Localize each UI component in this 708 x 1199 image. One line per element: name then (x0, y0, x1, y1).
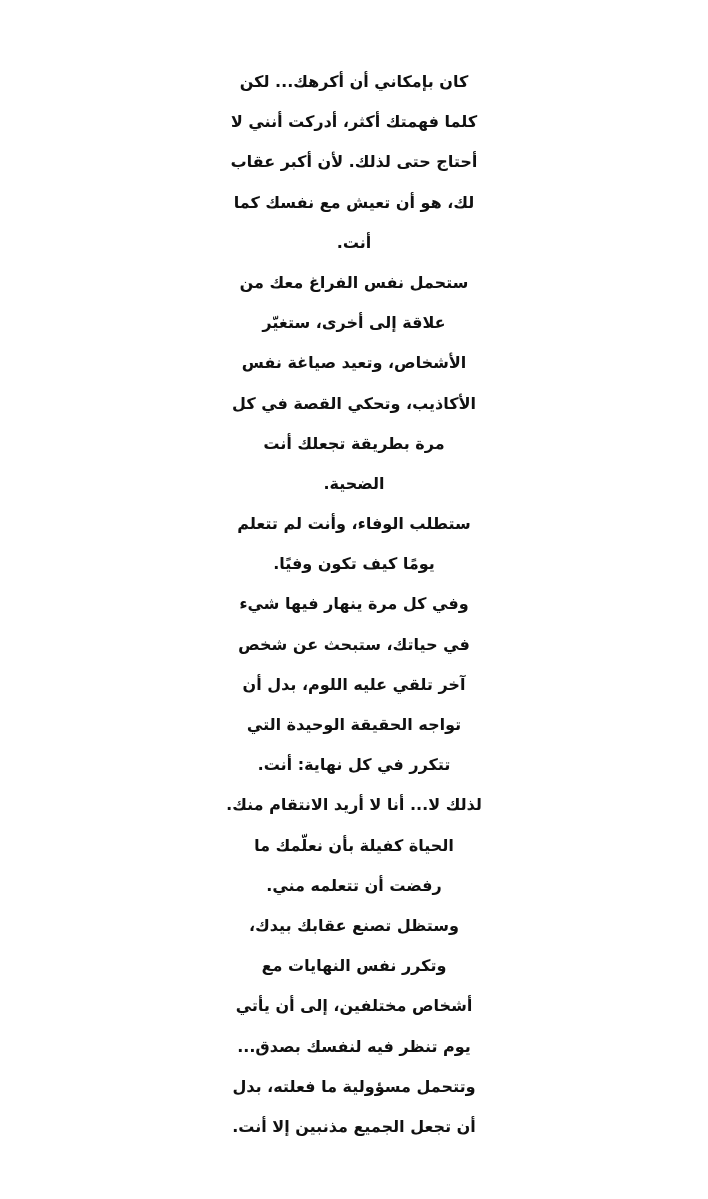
text-line: الأكاذيب، وتحكي القصة في كل (232, 393, 476, 413)
text-line: أن تجعل الجميع مذنبين إلا أنت. (232, 1116, 476, 1136)
text-line: الحياة كفيلة بأن نعلّمك ما (254, 835, 454, 855)
quote-text-block (0, 62, 708, 1147)
text-line: يوم تنظر فيه لنفسك بصدق... (237, 1036, 471, 1056)
text-line: لذلك لا... أنا لا أريد الانتقام منك. (226, 795, 482, 815)
text-line: وتتحمل مسؤولية ما فعلته، بدل (232, 1076, 476, 1096)
text-line: ستطلب الوفاء، وأنت لم تتعلم (237, 514, 471, 534)
text-line: كلما فهمتك أكثر، أدركت أنني لا (230, 112, 478, 132)
text-line: وتكرر نفس النهايات مع (261, 956, 447, 976)
text-line: علاقة إلى أخرى، ستغيّر (262, 313, 446, 333)
text-line: تواجه الحقيقة الوحيدة التي (246, 715, 462, 734)
text-line: أشخاص مختلفين، إلى أن يأتي (235, 996, 473, 1016)
text-line: الضحية. (323, 473, 385, 493)
text-line: وفي كل مرة ينهار فيها شيء (239, 594, 469, 614)
text-line: رفضت أن تتعلمه مني. (266, 875, 442, 895)
text-line: ستحمل نفس الفراغ معك من (239, 272, 469, 292)
text-line: الأشخاص، وتعيد صياغة نفس (241, 353, 467, 373)
text-line: آخر تلقي عليه اللوم، بدل أن (242, 674, 466, 694)
text-line: في حياتك، ستبحث عن شخص (238, 634, 470, 654)
text-line: وستظل تصنع عقابك بيدك، (249, 915, 459, 935)
text-line: أحتاج حتى لذلك. لأن أكبر عقاب (230, 152, 478, 172)
text-line: لك، هو أن تعيش مع نفسك كما (233, 192, 475, 212)
text-line: أنت. (336, 232, 372, 252)
text-line: مرة بطريقة تجعلك أنت (263, 433, 445, 453)
text-line: كان بإمكاني أن أكرهك... لكن (239, 72, 469, 91)
text-line: يومًا كيف تكون وفيًا. (273, 554, 435, 574)
text-line: تتكرر في كل نهاية: أنت. (257, 755, 451, 775)
